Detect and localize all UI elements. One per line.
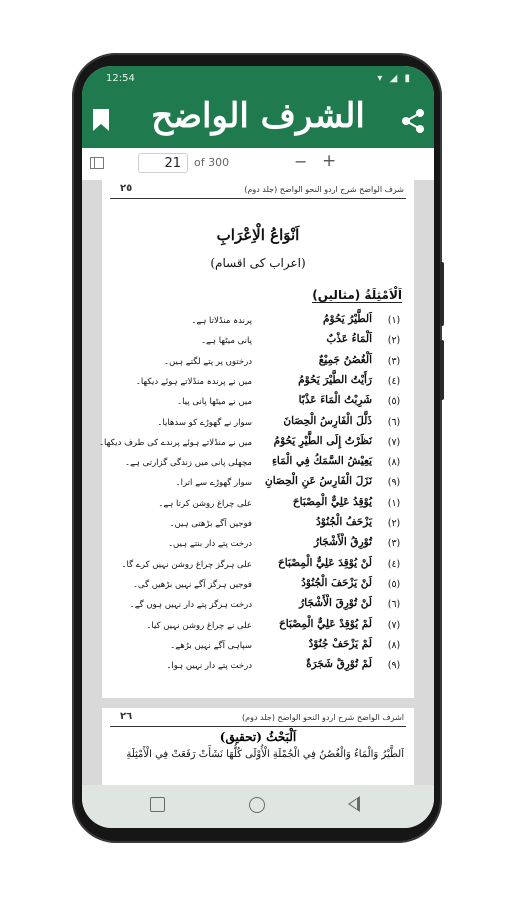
page-heading: اَنْوَاعُ الْاِعْرَابِ (216, 226, 300, 244)
example-number: (٤) (387, 375, 401, 387)
example-number: (٤) (387, 558, 401, 570)
urdu-translation: درخت پتے دار نہیں ہوا۔ (166, 661, 252, 672)
example-number: (٥) (387, 578, 401, 590)
example-row (110, 393, 406, 413)
urdu-translation: سپاہی آگے نہیں بڑھے۔ (170, 640, 252, 651)
urdu-translation: درخت ہرگز پتے دار نہیں ہوں گے۔ (129, 600, 252, 611)
urdu-translation: میں نے میٹھا پانی پیا۔ (177, 397, 252, 408)
page-number-input[interactable]: 21 (138, 153, 188, 173)
urdu-translation: سوار نے گھوڑے کو سدھایا۔ (157, 417, 252, 428)
running-title: شرف الواضح شرح اردو النحو الواضح (جلد دوم) (244, 185, 404, 194)
status-time: 12:54 (106, 73, 135, 84)
urdu-translation: فوجیں ہرگز آگے نہیں بڑھیں گی۔ (132, 579, 252, 590)
zoom-in-button[interactable]: + (322, 151, 337, 171)
example-row (110, 576, 406, 596)
body-text: اَلطَّيْرُ وَالْمَاءُ وَالْغُصُنُ فِي الْجُمْلَةِ الْأُوْلَى كُلُّهَا نَشَأَتْ رَفَعَتْ فِي الْأَمْثِلَةِ (126, 749, 404, 760)
example-number: (١) (387, 315, 401, 326)
document-viewer[interactable] (82, 180, 434, 785)
share-icon[interactable] (400, 108, 426, 134)
page-subheading: (اعراب کی اقسام) (210, 256, 306, 270)
app-title: الشرف الواضح (151, 96, 365, 136)
page-header (110, 182, 406, 199)
app-bar (82, 92, 434, 148)
example-number: (٧) (387, 619, 401, 631)
sidebar-toggle-icon[interactable] (90, 157, 104, 169)
example-number: (٩) (387, 477, 401, 489)
example-row (110, 312, 406, 332)
arabic-sentence: لَنْ تُوْرِقَ الْأَشْجَارُ (299, 597, 372, 610)
arabic-sentence: نَزَلَ الْفَارِسُ عَنِ الْحِصَانِ (265, 475, 372, 488)
home-icon[interactable] (249, 797, 265, 813)
arabic-sentence: لَنْ يُوْقِدَ عَلِيٌّ الْمِصْبَاحَ (278, 556, 372, 569)
example-number: (٩) (387, 660, 401, 672)
arabic-sentence: لَمْ يُوْقِدْ عَلِيٌّ الْمِصْبَاحَ (279, 617, 372, 630)
example-number: (٥) (387, 396, 401, 408)
urdu-translation: مچھلی پانی میں زندگی گزارتی ہے۔ (124, 458, 252, 469)
example-row (110, 515, 406, 535)
pdf-page (102, 708, 414, 785)
urdu-translation: میں نے پرندہ منڈلاتے ہوئے دیکھا۔ (135, 376, 252, 387)
example-number: (٣) (387, 355, 401, 367)
urdu-translation: پرندہ منڈلاتا ہے۔ (191, 316, 252, 326)
example-row (110, 617, 406, 637)
status-icons: ▾ ◢ ▮ (377, 73, 412, 84)
arabic-sentence: اَلطَّيْرُ يَحُوْمُ (323, 313, 372, 325)
urdu-translation: علی چراغ روشن کرتا ہے۔ (158, 498, 252, 509)
volume-button (440, 262, 444, 326)
urdu-translation: میں نے منڈلاتے ہوئے پرندے کی طرف دیکھا۔ (99, 437, 252, 448)
arabic-sentence: لَمْ تُوْرِقْ شَجَرَةٌ (306, 658, 372, 671)
pdf-page (99, 180, 414, 698)
example-row (110, 657, 406, 677)
urdu-translation: علی نے چراغ روشن نہیں کیا۔ (146, 620, 252, 631)
example-row (110, 535, 406, 555)
example-row (99, 434, 406, 454)
urdu-translation: درخت پتے دار بنتے ہیں۔ (168, 539, 252, 550)
arabic-sentence: شَرِبْتُ الْمَاءَ عَذْبًا (298, 394, 372, 407)
page-number: ٢٥ (120, 183, 133, 194)
example-number: (١) (387, 497, 401, 509)
screen (82, 66, 434, 828)
example-row (110, 637, 406, 657)
urdu-translation: سوار گھوڑے سے اترا۔ (175, 478, 252, 489)
page-header (110, 710, 406, 727)
power-button (440, 340, 444, 400)
page-heading: اَلْبَحْثُ (تحقیق) (219, 730, 297, 744)
zoom-out-button[interactable]: − (294, 152, 308, 171)
arabic-sentence: تُوْرِقُ الْأَشْجَارُ (314, 536, 372, 549)
page-number: ٢٦ (120, 711, 133, 722)
arabic-sentence: رَأَيْتُ الطَّيْرَ يَحُوْمُ (298, 373, 372, 386)
example-row (110, 414, 406, 434)
status-bar (82, 66, 434, 92)
arabic-sentence: لَنْ يَزْحَفَ الْجُنُوْدُ (301, 576, 372, 589)
example-row (110, 353, 406, 373)
urdu-translation: پانی میٹھا ہے۔ (201, 336, 252, 347)
pdf-toolbar (82, 148, 434, 181)
example-number: (٦) (387, 599, 401, 611)
arabic-sentence: يَعِيْشُ السَّمَكُ فِي الْمَاءِ (271, 455, 372, 468)
arabic-sentence: يُوْقِدُ عَلِيٌّ الْمِصْبَاحَ (292, 495, 372, 508)
example-number: (٧) (387, 436, 401, 448)
example-row (110, 373, 406, 393)
example-row (110, 454, 406, 474)
example-number: (٢) (387, 518, 401, 529)
recent-apps-icon[interactable] (150, 797, 165, 812)
example-row (110, 556, 406, 576)
example-number: (٨) (387, 639, 401, 651)
page-total: of 300 (194, 156, 230, 169)
example-row (110, 474, 406, 494)
section-title: اَلْاَمْثِلَةُ (مثالیں) (312, 288, 402, 302)
urdu-translation: درختوں پر پتے لگتے ہیں۔ (164, 356, 252, 367)
back-icon[interactable] (348, 796, 360, 812)
urdu-translation: علی ہرگز چراغ روشن نہیں کرے گا۔ (121, 559, 252, 570)
example-row (110, 596, 406, 616)
example-row (110, 495, 406, 515)
arabic-sentence: اَلْغُصُنُ جَمِيْعٌ (318, 353, 372, 366)
arabic-sentence: ذَلَّلَ الْفَارِسُ الْحِصَانَ (283, 414, 372, 427)
example-number: (٨) (387, 457, 401, 469)
running-title: اشرف الواضح شرح اردو النحو الواضح (جلد دوم) (242, 713, 404, 722)
example-number: (٦) (387, 416, 401, 428)
example-row (110, 332, 406, 352)
example-number: (٢) (387, 335, 401, 347)
example-number: (٣) (387, 538, 401, 550)
arabic-sentence: اَلْمَاءُ عَذْبٌ (326, 333, 372, 346)
arabic-sentence: نَظَرْتُ إِلَى الطَّيْرِ يَحُوْمُ (273, 434, 372, 447)
arabic-sentence: يَزْحَفُ الْجُنُوْدُ (316, 516, 372, 528)
arabic-sentence: لَمْ يَزْحَفْ جُنُوْدٌ (308, 637, 372, 650)
system-nav-bar (82, 785, 434, 828)
urdu-translation: فوجیں آگے بڑھتی ہیں۔ (169, 519, 252, 529)
